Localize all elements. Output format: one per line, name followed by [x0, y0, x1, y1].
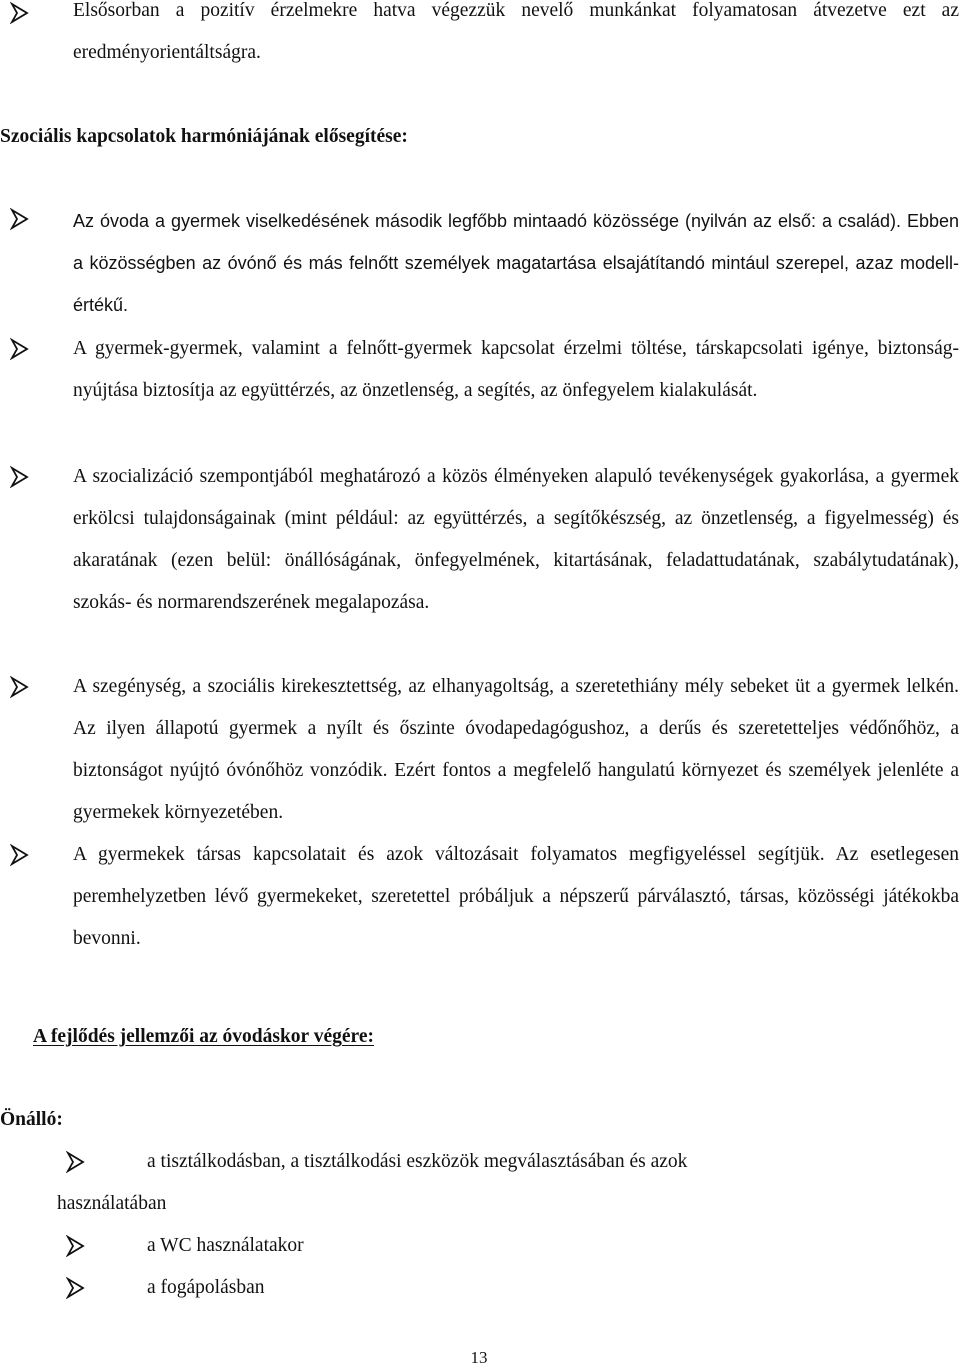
bullet-text-4: A szegénység, a szociális kirekesztettség, az elhanyagoltság, a szeretethiány mély sebeket üt a gyermek lelkén. Az ilyen állapotú gyermek a nyílt és őszinte óvodapedagógushoz, a derűs és szeretetteljes védőnőhöz, a biztonságot nyújtó óvónőhöz vonzódik. Ezért fontos a megfelelő hangulatú környezet és személyek jelenléte a gyermekek környezetében. — [73, 676, 959, 823]
onallo-item-2: a WC használatakor — [147, 1235, 304, 1256]
page-number: 13 — [470, 1348, 488, 1367]
arrowhead-bullet-icon — [66, 1151, 86, 1175]
arrowhead-bullet-icon — [10, 676, 30, 700]
arrowhead-bullet-icon — [10, 208, 30, 232]
subheading-onallo: Önálló: — [0, 1109, 63, 1130]
arrowhead-bullet-icon — [66, 1277, 86, 1301]
section-heading-development: A fejlődés jellemzői az óvodáskor végére: — [33, 1026, 374, 1047]
onallo-item-3: a fogápolásban — [147, 1277, 265, 1298]
arrowhead-bullet-icon — [10, 844, 30, 868]
arrowhead-bullet-icon — [66, 1235, 86, 1259]
onallo-item-1-continued: használatában — [57, 1193, 167, 1214]
arrowhead-bullet-icon — [10, 466, 30, 490]
bullet-text-2: A gyermek-gyermek, valamint a felnőtt-gyermek kapcsolat érzelmi töltése, társkapcsolati igénye, biztonság-nyújtása biztosítja az együttérzés, az önzetlenség, a segítés, az önfegyelem kialakulását. — [73, 338, 959, 401]
intro-bullet-text: Elsősorban a pozitív érzelmekre hatva végezzük nevelő munkánkat folyamatosan átvezetve ezt az eredményorientáltságra. — [73, 0, 959, 63]
arrowhead-bullet-icon — [10, 2, 30, 26]
bullet-text-5: A gyermekek társas kapcsolatait és azok változásait folyamatos megfigyeléssel segítjük. Az esetlegesen peremhelyzetben lévő gyermekeket, szeretettel próbáljuk a népszerű párválasztó, társas, közösségi játékokba bevonni. — [73, 844, 959, 949]
onallo-item-1: a tisztálkodásban, a tisztálkodási eszközök megválasztásában és azok — [147, 1151, 688, 1172]
section-heading-social: Szociális kapcsolatok harmóniájának elősegítése: — [0, 126, 408, 147]
arrowhead-bullet-icon — [10, 338, 30, 362]
bullet-text-1: Az óvoda a gyermek viselkedésének második legfőbb mintaadó közössége (nyilván az első: a család). Ebben a közösségben az óvónő és más felnőtt személyek magatartása elsajátítandó mintául szerepel, azaz modell-értékű. — [73, 211, 959, 315]
bullet-text-3: A szocializáció szempontjából meghatározó a közös élményeken alapuló tevékenységek gyakorlása, a gyermek erkölcsi tulajdonságainak (mint például: az együttérzés, a segítőkészség, az önzetlenség, a figyelmesség) és akaratának (ezen belül: önállóságának, önfegyelmének, kitartásának, feladattudatának, szabálytudatának), szokás- és normarendszerének megalapozása. — [73, 466, 959, 613]
